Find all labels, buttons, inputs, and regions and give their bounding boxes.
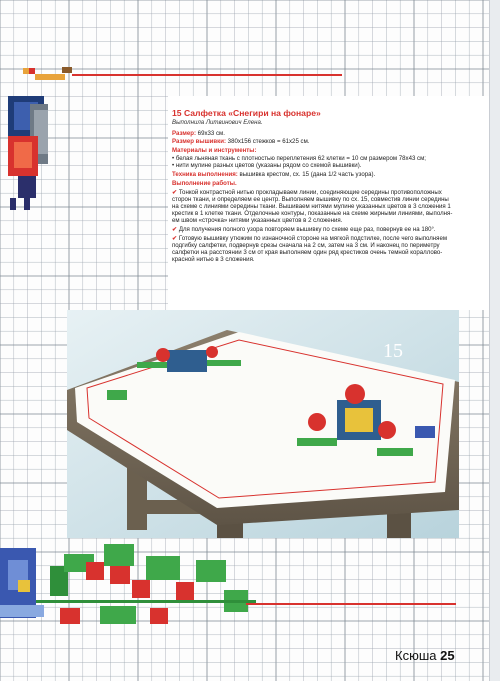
photo-number: 15 [383, 340, 403, 362]
page-edge [489, 0, 500, 681]
step-text: сторон ткани, и определяем ее центр. Выполняем вышивку по сх. 15, совместив линии середины [172, 196, 449, 203]
step-text: ✔ Готовую вышивку утюжим по изнаночной стороне на мягкой подстилке, после чего выполняем [172, 235, 448, 242]
material-item: • белая льняная ткань с плотностью переплетения 62 клетки = 10 см размером 78x43 см; [172, 155, 426, 162]
magazine-name: Ксюша [395, 648, 437, 663]
check-icon: ✔ [172, 189, 178, 196]
page-footer [395, 648, 455, 663]
embroidery-size-label: Размер вышивки: [172, 138, 226, 145]
step-text: подгибку салфетки, подвернув срезы сначала на 2 см, затем на 3 см. И наконец по периметру [172, 242, 440, 249]
technique-label: Техника выполнения: [172, 171, 238, 178]
material-item: • нити мулине разных цветов (указаны рядом со схемой вышивки). [172, 162, 362, 169]
size-label: Размер: [172, 130, 196, 137]
step-text: салфетки на расстоянии 3 см от края выполняем один ряд крестиков очень темной кораллово- [172, 249, 443, 256]
berry-border-motif [0, 544, 456, 624]
steps-heading: Выполнение работы. [172, 180, 237, 187]
article-title: 15 Салфетка «Снегири на фонаре» [172, 108, 321, 118]
bullfinch-motif [8, 67, 72, 210]
technique-value: вышивка крестом, сх. 15 (дана 1/2 часть узора). [237, 171, 376, 178]
step-text: ем швом «строчка» нитями указанных цветов в 2 сложения. [172, 217, 343, 224]
step-text: ✔ Тонкой контрастной нитью прокладываем линии, соединяющие середины противоположных [172, 189, 442, 196]
size-value: 69x33 см. [195, 130, 225, 137]
check-icon: ✔ [172, 226, 178, 233]
step-text: крестик в 1 клетке ткани. Отделочные контуры, показанные на схеме жирными линиями, выполня- [172, 210, 453, 217]
technique-line [172, 171, 375, 178]
article-author: Выполнила Литвинович Елена. [172, 119, 263, 126]
step-text: на схеме с линиями середины ткани. Вышиваем нитями мулине указанных цветов в 3 сложения 1 [172, 203, 451, 210]
border-guide-line [72, 74, 342, 76]
materials-heading: Материалы и инструменты: [172, 147, 257, 154]
page-number: 25 [440, 648, 455, 663]
check-icon: ✔ [172, 235, 178, 242]
embroidery-size-value: 380x156 стежков = 61x25 см. [225, 138, 310, 145]
size-line [172, 130, 225, 137]
step-text: ✔ Для получения полного узора повторяем вышивку по схеме еще раз, повернув ее на 180°. [172, 226, 436, 233]
step-text: красной нитью в 3 сложения. [172, 256, 255, 263]
embroidery-size-line [172, 138, 309, 145]
